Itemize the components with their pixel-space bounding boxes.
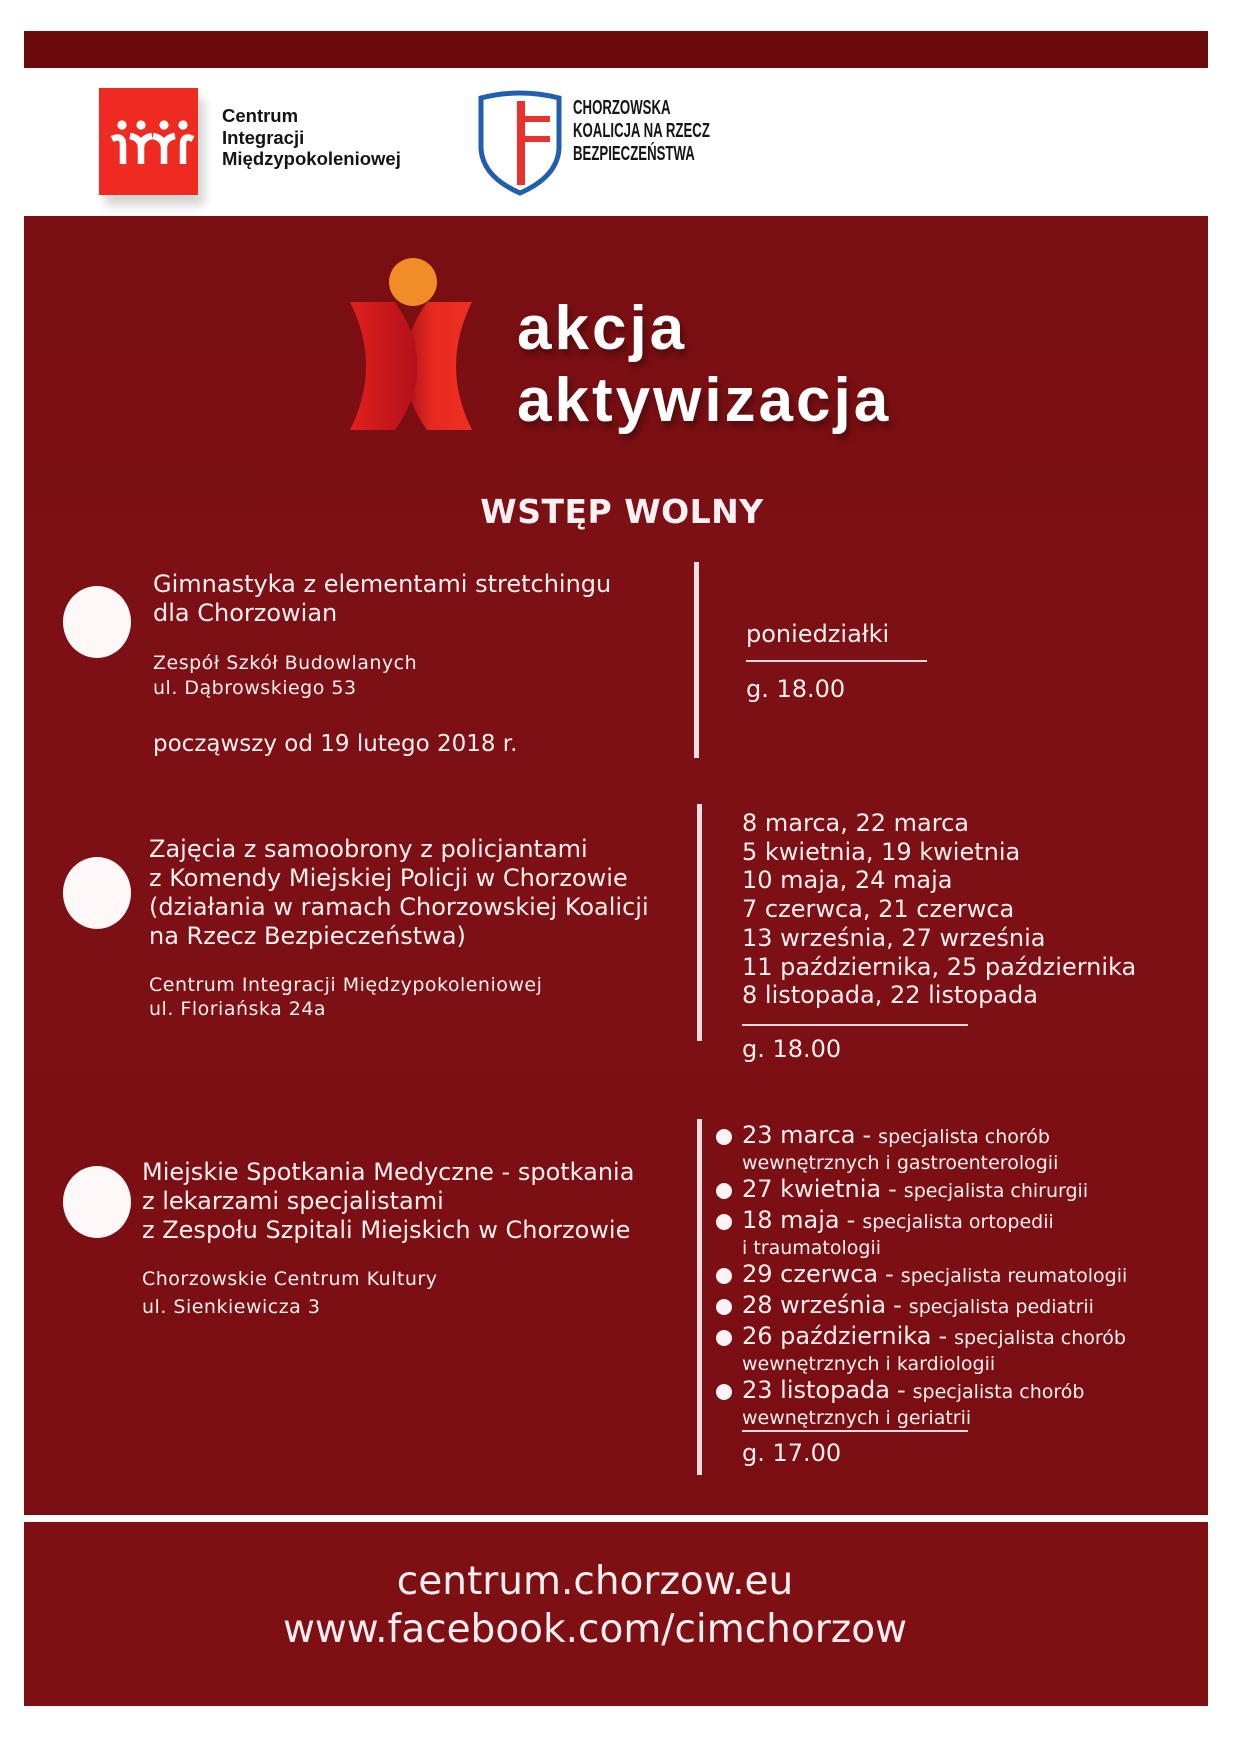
- meeting-item: [742, 1291, 1127, 1322]
- title-line: z lekarzami specjalistami: [142, 1187, 444, 1215]
- meeting-specialty-cont: wewnętrznych i gastroenterologii: [742, 1152, 1059, 1174]
- meeting-item: [742, 1322, 1127, 1376]
- koalicja-logo-text: [573, 97, 710, 166]
- bullet-icon: [716, 1330, 732, 1346]
- title-line: Gimnastyka z elementami stretchingu: [153, 570, 612, 598]
- campaign-title-line1: akcja: [517, 294, 688, 363]
- event-1-start-note: począwszy od 19 lutego 2018 r.: [153, 731, 518, 757]
- meeting-date: 29 czerwca: [742, 1260, 879, 1288]
- date-line: 8 marca, 22 marca: [742, 809, 969, 837]
- cim-logo-text: [222, 105, 401, 170]
- event-2-divider: [697, 804, 702, 1041]
- date-line: 5 kwietnia, 19 kwietnia: [742, 837, 1021, 866]
- bullet-icon: [716, 1268, 732, 1284]
- admission-heading: WSTĘP WOLNY: [480, 492, 764, 531]
- meeting-item: [742, 1175, 1127, 1206]
- meeting-item: [742, 1206, 1127, 1260]
- cim-logo-line: Centrum: [222, 105, 299, 126]
- event-2-rule: [742, 1024, 968, 1026]
- event-2-circle-icon: [63, 857, 131, 929]
- meeting-specialty-cont: wewnętrznych i kardiologii: [742, 1353, 996, 1375]
- cim-logo-line: Międzypokoleniowej: [222, 148, 401, 169]
- meeting-dash: -: [938, 1322, 948, 1350]
- event-1-circle-icon: [63, 586, 131, 658]
- date-line: 7 czerwca, 21 czerwca: [742, 895, 1015, 924]
- bullet-icon: [716, 1214, 732, 1230]
- koalicja-logo-line: KOALICJA NA RZECZ: [573, 120, 710, 142]
- meeting-date: 26 października: [742, 1322, 932, 1350]
- website-url: centrum.chorzow.eu: [396, 1559, 794, 1604]
- meeting-dash: -: [896, 1376, 906, 1404]
- venue-line: Chorzowskie Centrum Kultury: [142, 1268, 438, 1290]
- title-line: Miejskie Spotkania Medyczne - spotkania: [142, 1158, 635, 1186]
- meeting-specialty: specjalista ortopedii: [862, 1211, 1054, 1233]
- date-line: 11 października, 25 października: [742, 952, 1137, 981]
- event-2-venue: [149, 973, 542, 1021]
- meeting-date: 27 kwietnia: [742, 1175, 882, 1203]
- event-2-dates: [742, 809, 1136, 1010]
- meeting-specialty-cont: wewnętrznych i geriatrii: [742, 1407, 972, 1429]
- event-1-divider: [694, 562, 699, 758]
- meeting-specialty-cont: i traumatologii: [742, 1237, 882, 1259]
- title-line: na Rzecz Bezpieczeństwa): [149, 922, 466, 950]
- meeting-item: [742, 1376, 1127, 1430]
- meeting-item: [742, 1121, 1127, 1175]
- footer-links: [0, 1558, 1190, 1654]
- title-line: dla Chorzowian: [153, 599, 338, 627]
- facebook-url: www.facebook.com/cimchorzow: [282, 1607, 908, 1652]
- event-3-venue: [142, 1265, 438, 1321]
- event-3-divider: [697, 1119, 702, 1475]
- meeting-dash: -: [888, 1175, 897, 1203]
- meeting-specialty: specjalista chorób: [912, 1381, 1085, 1403]
- meeting-specialty: specjalista chorób: [878, 1126, 1050, 1148]
- event-1-title: [153, 570, 611, 628]
- koalicja-logo-line: CHORZOWSKA: [573, 97, 671, 119]
- title-line: Zajęcia z samoobrony z policjantami: [149, 835, 588, 863]
- meeting-dash: -: [862, 1121, 872, 1149]
- event-3-title: [142, 1158, 634, 1245]
- meeting-specialty: specjalista pediatrii: [908, 1296, 1094, 1318]
- title-line: z Komendy Miejskiej Policji w Chorzowie: [149, 864, 628, 892]
- bullet-icon: [716, 1129, 732, 1145]
- title-line: (działania w ramach Chorzowskiej Koalicji: [149, 893, 649, 921]
- people-icon: [99, 88, 198, 195]
- event-3-time: g. 17.00: [742, 1439, 842, 1467]
- meeting-specialty: specjalista chorób: [954, 1327, 1126, 1349]
- cim-logo-line: Integracji: [222, 126, 305, 148]
- date-line: 13 września, 27 września: [742, 923, 1046, 952]
- koalicja-logo-line: BEZPIECZEŃSTWA: [573, 143, 695, 165]
- title-line: z Zespołu Szpitali Miejskich w Chorzowie: [142, 1216, 631, 1244]
- bullet-icon: [716, 1384, 732, 1400]
- date-line: 8 listopada, 22 listopada: [742, 981, 1038, 1010]
- event-1-time: g. 18.00: [746, 675, 846, 703]
- event-3-rule: [742, 1430, 968, 1432]
- meeting-date: 23 listopada: [742, 1376, 890, 1404]
- meeting-specialty: specjalista chirurgii: [903, 1180, 1089, 1202]
- bullet-icon: [716, 1299, 732, 1315]
- event-3-circle-icon: [63, 1166, 131, 1238]
- event-2-title: [149, 835, 649, 951]
- event-2-time: g. 18.00: [742, 1035, 842, 1063]
- meeting-dash: -: [885, 1260, 894, 1288]
- event-3-meetings: [742, 1121, 1127, 1430]
- meeting-item: [742, 1260, 1127, 1291]
- event-1-venue: [153, 651, 417, 701]
- meeting-date: 23 marca: [742, 1121, 856, 1149]
- campaign-figure-icon: [340, 250, 485, 440]
- shield-icon: [477, 89, 563, 197]
- venue-line: Zespół Szkół Budowlanych: [153, 652, 418, 674]
- event-1-rule: [746, 660, 927, 662]
- campaign-title-line2: aktywizacja: [517, 366, 892, 435]
- meeting-specialty: specjalista reumatologii: [900, 1265, 1128, 1287]
- meeting-date: 18 maja: [742, 1206, 840, 1234]
- meeting-dash: -: [846, 1206, 856, 1234]
- meeting-date: 28 września: [742, 1291, 887, 1319]
- date-line: 10 maja, 24 maja: [742, 866, 953, 895]
- venue-line: ul. Dąbrowskiego 53: [153, 677, 357, 699]
- venue-line: ul. Sienkiewicza 3: [142, 1296, 321, 1318]
- cim-logo-icon: [99, 88, 198, 195]
- venue-line: ul. Floriańska 24a: [149, 998, 327, 1020]
- meeting-dash: -: [893, 1291, 902, 1319]
- top-red-bar: [24, 31, 1208, 68]
- bullet-icon: [716, 1183, 732, 1199]
- venue-line: Centrum Integracji Międzypokoleniowej: [149, 974, 543, 996]
- event-1-day: poniedziałki: [746, 620, 890, 648]
